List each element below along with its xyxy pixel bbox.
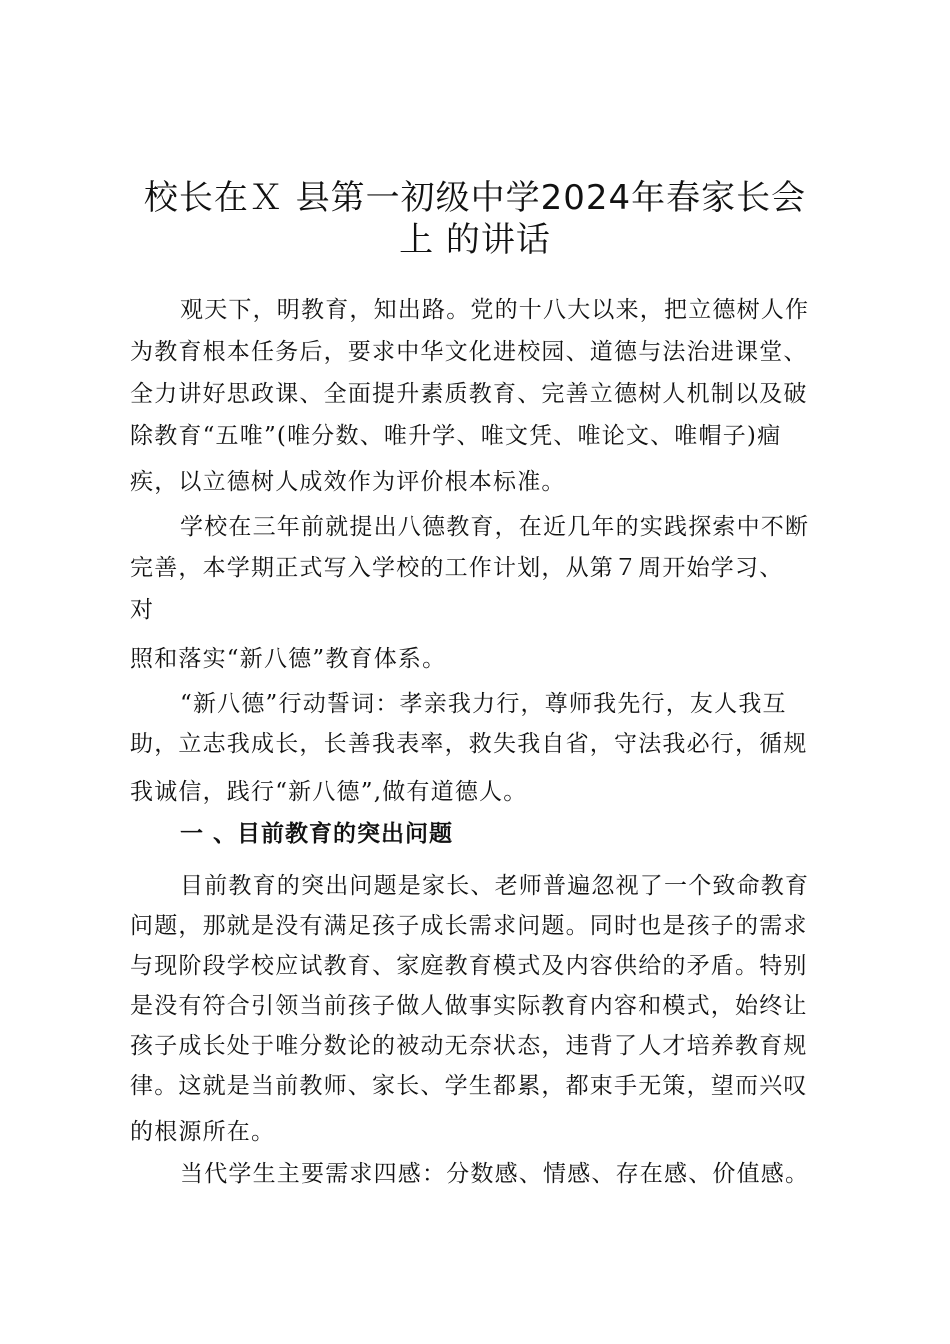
paragraph-2-line-1: 学校在三年前就提出八德教育，在近几年的实践探索中不断 — [180, 514, 810, 540]
paragraph-4-line-2: 问题，那就是没有满足孩子成长需求问题。同时也是孩子的需求 — [130, 913, 808, 939]
paragraph-1-line-4: 除教育“五唯”(唯分数、唯升学、唯文凭、唯论文、唯帽子)痼 — [130, 423, 782, 449]
paragraph-4-line-1: 目前教育的突出问题是家长、老师普遍忽视了一个致命教育 — [180, 873, 810, 899]
paragraph-2-line-4: 照和落实“新八德”教育体系。 — [130, 646, 447, 672]
section-heading-1: 一 、目前教育的突出问题 — [180, 821, 454, 847]
paragraph-1-line-5: 疾，以立德树人成效作为评价根本标准。 — [130, 469, 566, 495]
paragraph-4-line-6: 律。这就是当前教师、家长、学生都累，都束手无策，望而兴叹 — [130, 1073, 808, 1099]
paragraph-4-line-3: 与现阶段学校应试教育、家庭教育模式及内容供给的矛盾。特别 — [130, 953, 808, 979]
paragraph-3-line-3: 我诚信，践行“新八德”,做有道德人。 — [130, 779, 528, 805]
paragraph-1-line-2: 为教育根本任务后，要求中华文化进校园、道德与法治进课堂、 — [130, 339, 808, 365]
paragraph-4-line-4: 是没有符合引领当前孩子做人做事实际教育内容和模式，始终让 — [130, 993, 808, 1019]
document-title-line-1: 校长在Ｘ 县第一初级中学2024年春家长会 — [143, 178, 807, 218]
paragraph-3-line-1: “新八德”行动誓词：孝亲我力行，尊师我先行，友人我互 — [180, 691, 787, 717]
paragraph-1-line-3: 全力讲好思政课、全面提升素质教育、完善立德树人机制以及破 — [130, 381, 808, 407]
paragraph-3-line-2: 助，立志我成长，长善我表率，救失我自省，守法我必行，循规 — [130, 731, 808, 757]
paragraph-4-line-5: 孩子成长处于唯分数论的被动无奈状态，违背了人才培养教育规 — [130, 1033, 808, 1059]
paragraph-5-line-1: 当代学生主要需求四感：分数感、情感、存在感、价值感。 — [180, 1161, 810, 1187]
paragraph-2-line-2: 完善，本学期正式写入学校的工作计划，从第７周开始学习、 — [130, 555, 784, 581]
paragraph-2-line-3: 对 — [130, 597, 155, 623]
paragraph-1-line-1: 观天下，明教育，知出路。党的十八大以来，把立德树人作 — [180, 297, 810, 323]
paragraph-4-line-7: 的根源所在。 — [130, 1119, 276, 1145]
document-title-line-2: 上 的讲话 — [399, 220, 551, 260]
